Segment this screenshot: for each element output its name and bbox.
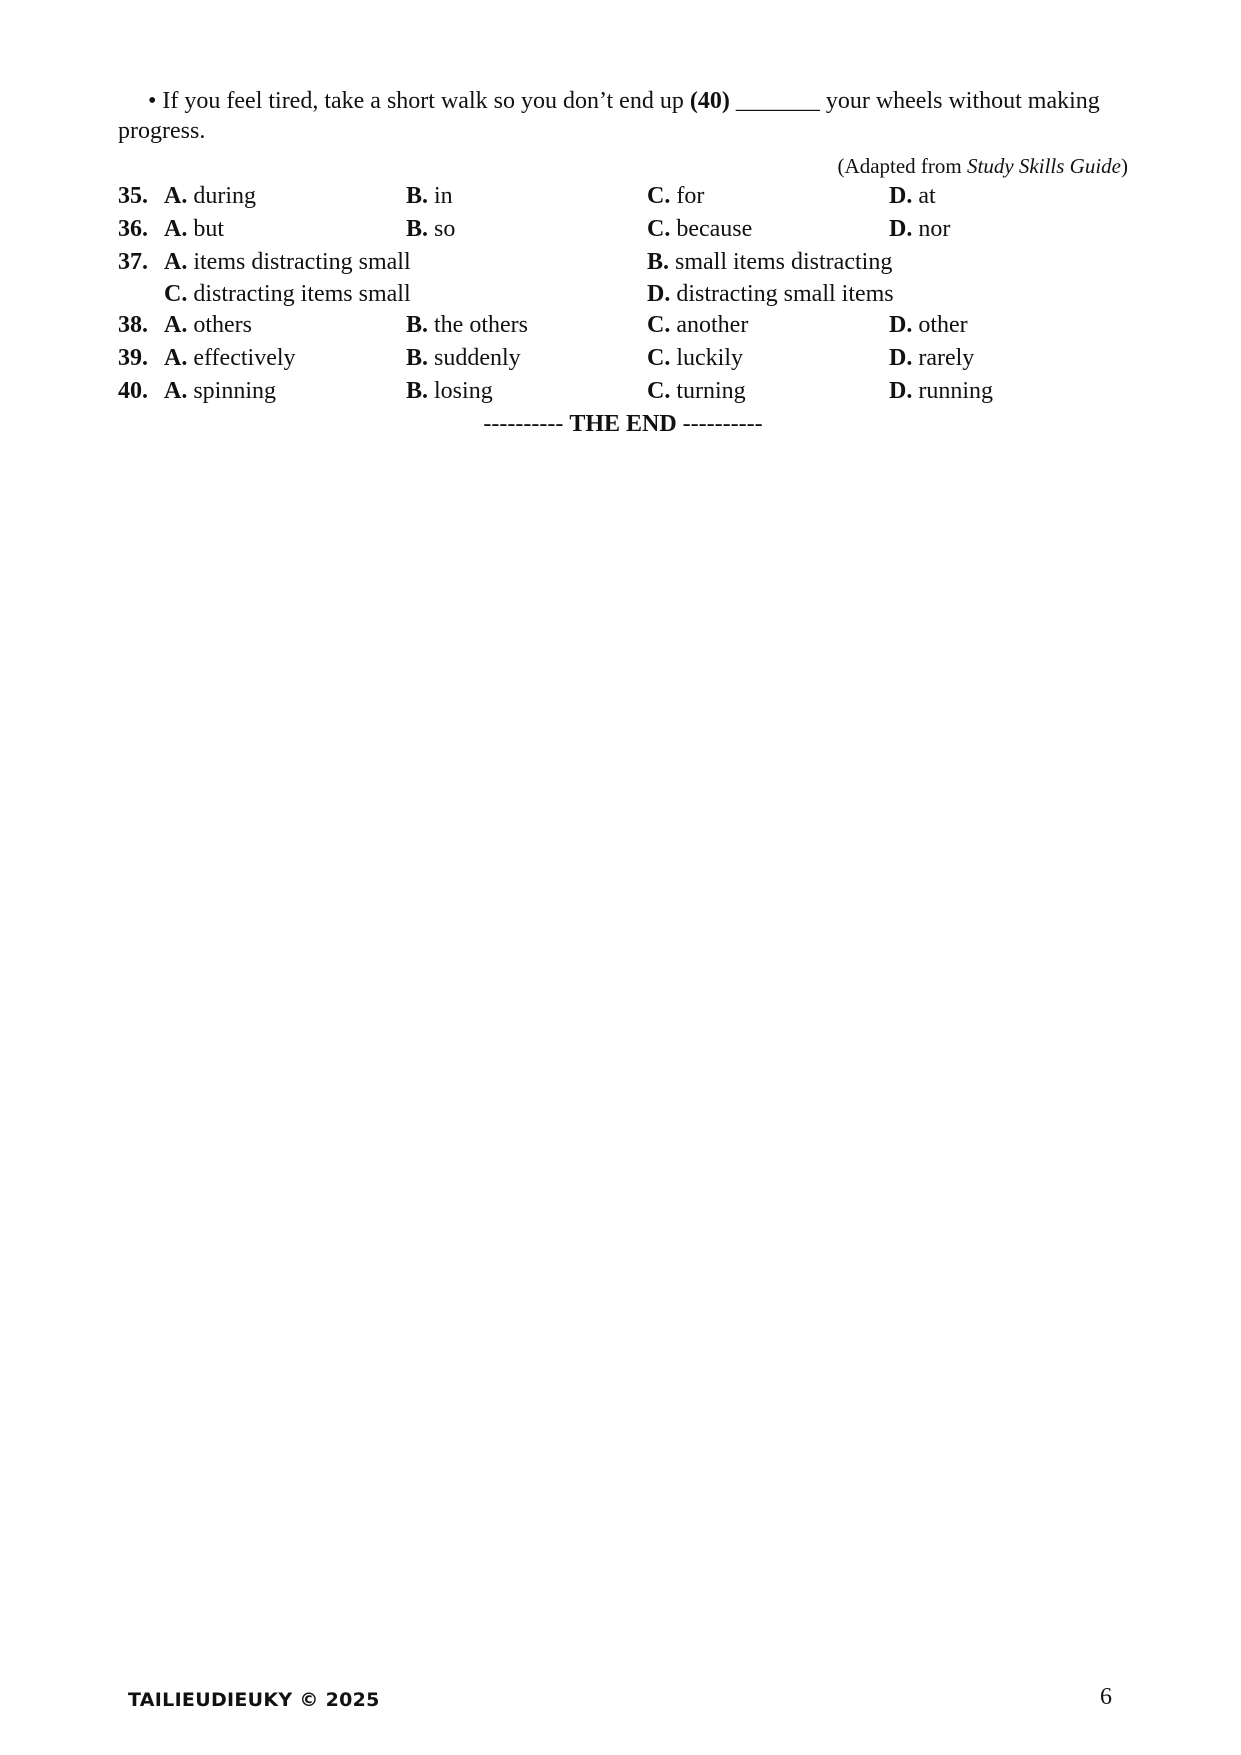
- option-d[interactable]: D. distracting small items: [647, 281, 894, 307]
- passage-text-after: your wheels without making progress.: [118, 88, 1100, 144]
- option-c[interactable]: C. distracting items small: [164, 281, 411, 307]
- option-c[interactable]: C. luckily: [647, 345, 743, 371]
- option-d[interactable]: D. other: [889, 312, 968, 338]
- question-number: 39.: [118, 345, 148, 371]
- question-number: 40.: [118, 378, 148, 404]
- option-d[interactable]: D. at: [889, 183, 936, 209]
- source-prefix: (Adapted from: [837, 154, 962, 178]
- option-c[interactable]: C. for: [647, 183, 705, 209]
- question-39: [118, 342, 1128, 375]
- question-number: 35.: [118, 183, 148, 209]
- option-c[interactable]: C. turning: [647, 378, 746, 404]
- question-37-row-2: [118, 279, 1128, 309]
- end-dashes-left: ----------: [483, 411, 564, 437]
- passage-text-before: If you feel tired, take a short walk so you don’t end up: [162, 88, 684, 114]
- option-a[interactable]: A. items distracting small: [164, 249, 411, 275]
- end-label: THE END: [569, 411, 677, 437]
- option-b[interactable]: B. small items distracting: [647, 249, 893, 275]
- bullet: •: [148, 88, 157, 114]
- question-number: 37.: [118, 249, 148, 275]
- source-citation: [118, 152, 1128, 180]
- page-number: 6: [1100, 1684, 1112, 1710]
- the-end-marker: [118, 408, 1128, 441]
- question-number: 38.: [118, 312, 148, 338]
- question-number: 36.: [118, 216, 148, 242]
- option-a[interactable]: A. spinning: [164, 378, 277, 404]
- page-content: [118, 86, 1128, 441]
- question-36: [118, 213, 1128, 246]
- question-40: [118, 375, 1128, 408]
- end-dashes-right: ----------: [682, 411, 763, 437]
- option-b[interactable]: B. the others: [406, 312, 528, 338]
- option-c[interactable]: C. another: [647, 312, 749, 338]
- option-a[interactable]: A. others: [164, 312, 252, 338]
- option-b[interactable]: B. so: [406, 216, 456, 242]
- option-b[interactable]: B. losing: [406, 378, 493, 404]
- option-a[interactable]: A. but: [164, 216, 225, 242]
- blank: _______: [735, 88, 820, 114]
- option-b[interactable]: B. in: [406, 183, 453, 209]
- passage-paragraph: [118, 86, 1128, 146]
- option-d[interactable]: D. nor: [889, 216, 951, 242]
- source-title: Study Skills Guide: [967, 154, 1121, 178]
- option-d[interactable]: D. rarely: [889, 345, 975, 371]
- option-a[interactable]: A. during: [164, 183, 257, 209]
- question-38: [118, 309, 1128, 342]
- blank-number: (40): [689, 88, 730, 114]
- footer-brand: TAILIEUDIEUKY © 2025: [128, 1689, 380, 1711]
- source-suffix: ): [1121, 154, 1128, 178]
- question-37: [118, 246, 1128, 279]
- question-list: [118, 180, 1128, 408]
- option-a[interactable]: A. effectively: [164, 345, 296, 371]
- option-b[interactable]: B. suddenly: [406, 345, 521, 371]
- option-d[interactable]: D. running: [889, 378, 994, 404]
- option-c[interactable]: C. because: [647, 216, 753, 242]
- question-35: [118, 180, 1128, 213]
